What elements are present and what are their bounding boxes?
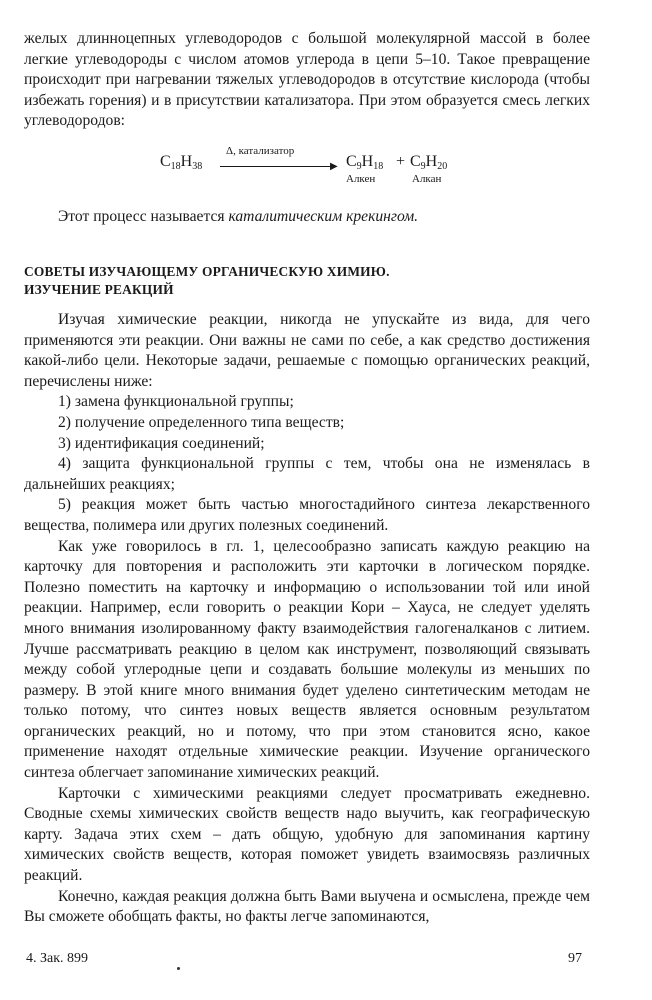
section-heading (24, 263, 590, 299)
equation-condition: Δ, катализатор (226, 145, 295, 157)
process-sentence (24, 207, 590, 228)
list-item: 1) замена функциональной группы; (58, 393, 294, 411)
list-item: 3) идентификация соединений; (58, 434, 265, 452)
equation-plus: + (396, 153, 406, 170)
process-sentence-block (24, 207, 590, 228)
section-heading-line1: СОВЕТЫ ИЗУЧАЮЩЕМУ ОРГАНИЧЕСКУЮ ХИМИЮ. (24, 264, 390, 279)
paragraph-conclusion: Конечно, каждая реакция должна быть Вами выучена и осмыслена, прежде чем Вы сможете обобщать факты, но факты легче запоминаются, (24, 887, 590, 926)
list-item: 4) защита функциональной группы с тем, чтобы она не изменялась в дальнейших реакциях; (24, 455, 590, 493)
section-heading-line2: ИЗУЧЕНИЕ РЕАКЦИЙ (24, 282, 174, 297)
process-term: каталитическим крекингом. (228, 208, 419, 225)
page-mark (177, 967, 180, 970)
main-text (24, 310, 590, 928)
equation-product-alkene: $C_9H_{18}$ (346, 153, 384, 172)
paragraph-cards: Как уже говорилось в гл. 1, целесообразно записать каждую реакцию на карточку для повторения и расположить эти карточки в логическом порядке. Полезно поместить на карточку и информацию о использовании той или иной реакции. Например, если говорить о реакции Кори – Хауса, не следует уделять много внимания изолированному факту взаимодействия галогеналканов с литием. Лучше рассматривать реакцию в целом как инструмент, позволяющий связывать между собой углеродные цепи и создавать большие молекулы из меньших по размеру. В этой книге много внимания будет уделено синтетическим методам не только потому, что синтез новых веществ является основным результатом органических реакций, но и потому, что при этом становится ясно, какое применение находят отдельные химические реакции. Изучение органического синтеза облегчает запоминание химических реакций. (24, 537, 590, 782)
product2-label: Алкан (412, 173, 442, 185)
list-item: 2) получение определенного типа веществ; (58, 413, 345, 431)
product1-label: Алкен (346, 173, 376, 185)
paragraph-review: Карточки с химическими реакциями следует просматривать ежедневно. Сводные схемы химических свойств веществ надо выучить, как географическую карту. Задача этих схем – дать общую, удобную для запоминания картину химических свойств веществ, которая поможет увидеть взаимосвязь различных реакций. (24, 784, 590, 885)
reaction-arrow (220, 166, 336, 167)
equation-reactant: $C_{18}H_{38}$ (160, 153, 203, 172)
cracking-equation (160, 146, 480, 190)
top-paragraph-block (24, 29, 590, 132)
printer-signature: 4. Зак. 899 (26, 951, 89, 966)
list-item: 5) реакция может быть частью многостадийного синтеза лекарственного вещества, полимера или других полезных соединений. (24, 496, 590, 534)
page-number: 97 (568, 951, 582, 966)
intro-paragraph: Изучая химические реакции, никогда не упускайте из вида, для чего применяются эти реакции. Они важны не сами по себе, а как средство достижения какой-либо цели. Некоторые задачи, решаемые с помощью органических реакций, перечислены ниже: (24, 311, 590, 390)
process-sentence-prefix: Этот процесс называется (58, 208, 229, 225)
top-paragraph: желых длинноцепных углеводородов с большой молекулярной массой в более легкие углеводороды с числом атомов углерода в цепи 5–10. Такое превращение происходит при нагревании тяжелых углеводородов в отсутствие кислорода (чтобы избежать горения) и в присутствии катализатора. При этом образуется смесь легких углеводородов: (24, 30, 590, 130)
equation-product-alkane: $C_9H_{20}$ (410, 153, 448, 172)
arrow-head-icon: ▶ (330, 160, 338, 172)
